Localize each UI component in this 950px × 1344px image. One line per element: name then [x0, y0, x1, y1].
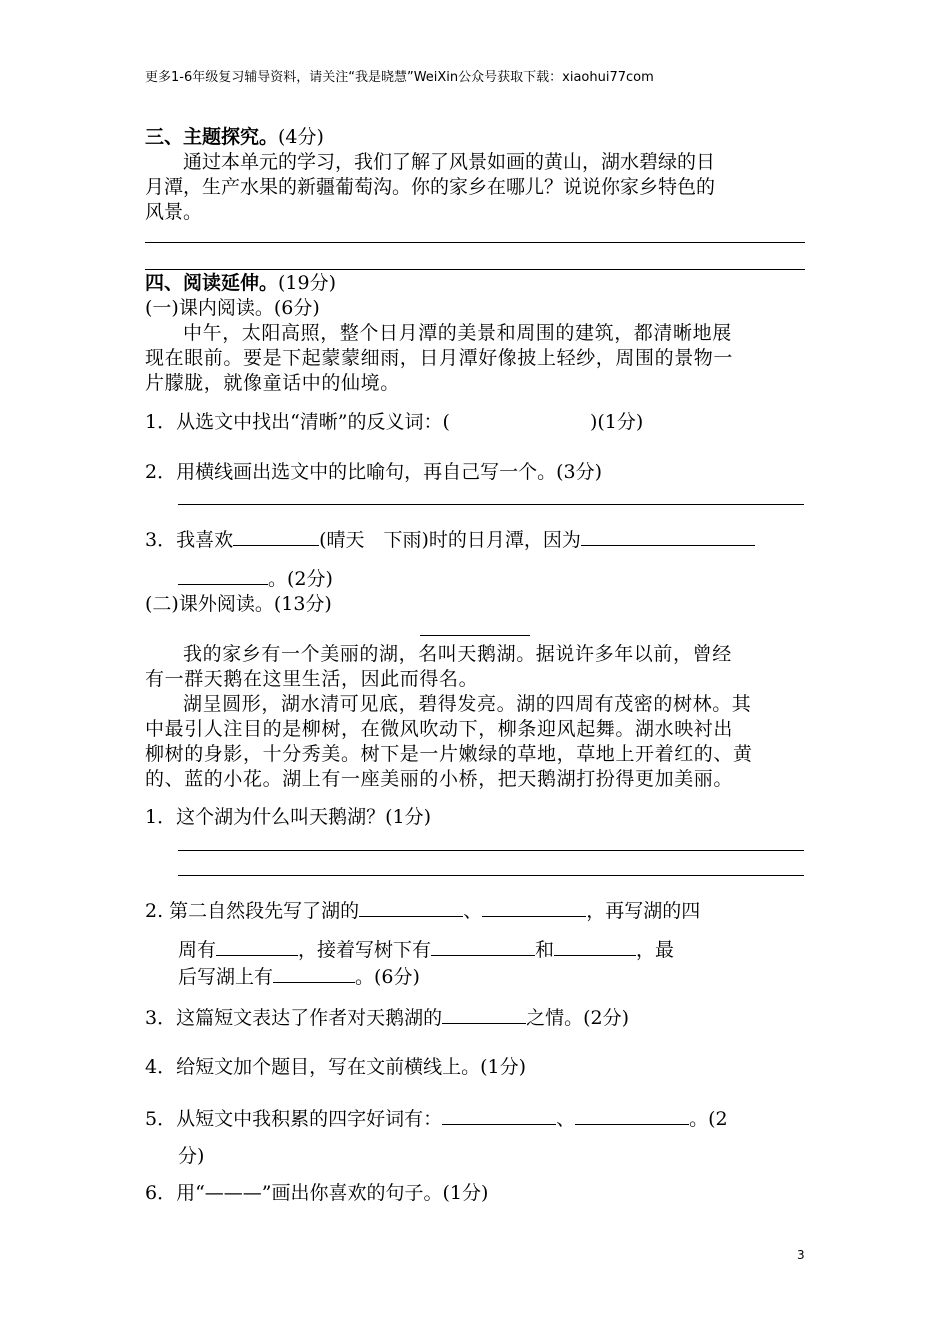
reading-2-text: 有一群天鹅在这里生活，因此而得名。	[145, 668, 479, 690]
reading-1-text: 片朦胧，就像童话中的仙境。	[145, 372, 400, 394]
answer-line[interactable]	[178, 850, 804, 851]
section-3-text: 通过本单元的学习，我们了解了风景如画的黄山，湖水碧绿的日	[183, 151, 716, 173]
question-text: 。(6分)	[355, 966, 420, 988]
question-text: 和	[535, 939, 555, 961]
answer-blank[interactable]	[442, 1105, 556, 1125]
answer-blank[interactable]	[554, 936, 636, 956]
reading-2-heading: (二)课外阅读。(13分)	[145, 593, 332, 615]
answer-line[interactable]	[145, 269, 805, 270]
section-3-heading	[145, 125, 805, 150]
answer-line[interactable]	[145, 242, 805, 243]
reading-2-text: 柳树的身影，十分秀美。树下是一片嫩绿的草地，草地上开着红的、黄	[145, 743, 753, 765]
answer-blank[interactable]	[431, 936, 535, 956]
answer-blank[interactable]	[273, 963, 355, 983]
answer-blank[interactable]	[442, 1004, 526, 1024]
section-3-text: 月潭，生产水果的新疆葡萄沟。你的家乡在哪儿？说说你家乡特色的	[145, 176, 716, 198]
answer-blank[interactable]	[581, 526, 755, 546]
page-header: 更多1-6年级复习辅导资料，请关注“我是晓慧”WeiXin公众号获取下载：xiaohui77com	[145, 70, 654, 85]
question-text: 3．这篇短文表达了作者对天鹅湖的	[145, 1007, 443, 1029]
question-1-3	[145, 526, 805, 553]
question-text: 1．从选文中找出“清晰”的反义词：(	[145, 411, 450, 433]
reading-1-text: 现在眼前。要是下起蒙蒙细雨，日月潭好像披上轻纱，周围的景物一	[145, 347, 734, 369]
section-4-score: (19分)	[278, 272, 337, 294]
answer-line[interactable]	[178, 875, 804, 876]
question-text: (晴天 下雨)时的日月潭，因为	[319, 529, 581, 551]
question-text: 后写湖上有	[178, 966, 274, 988]
section-4-title: 四、阅读延伸。	[145, 272, 279, 294]
answer-blank[interactable]	[482, 897, 586, 917]
question-text: ，接着写树下有	[298, 939, 432, 961]
question-2-6: 6．用“———”画出你喜欢的句子。(1分)	[145, 1182, 489, 1204]
section-4-heading	[145, 271, 805, 296]
section-3-score: (4分)	[278, 126, 324, 148]
question-text: 、	[556, 1108, 576, 1130]
question-2-2-cont	[145, 963, 805, 990]
reading-2-text: 的、蓝的小花。湖上有一座美丽的小桥，把天鹅湖打扮得更加美丽。	[145, 768, 734, 790]
question-2-5	[145, 1105, 805, 1132]
question-text: 。(2分)	[268, 568, 333, 590]
question-1-2: 2．用横线画出选文中的比喻句，再自己写一个。(3分)	[145, 461, 603, 483]
answer-blank[interactable]	[216, 936, 298, 956]
reading-1-heading: (一)课内阅读。(6分)	[145, 297, 320, 319]
question-1-3-cont	[145, 565, 805, 592]
document-content	[145, 125, 805, 1206]
question-text: 之情。(2分)	[526, 1007, 630, 1029]
question-2-3	[145, 1004, 805, 1031]
reading-2-text: 我的家乡有一个美丽的湖，名叫天鹅湖。据说许多年以前，曾经	[183, 643, 732, 665]
page-number: 3	[797, 1248, 805, 1262]
title-answer-line[interactable]	[420, 635, 530, 636]
question-1-1	[145, 410, 805, 435]
question-2-2-cont	[145, 936, 805, 963]
question-2-5-cont: 分)	[178, 1145, 205, 1167]
reading-2-text: 中最引人注目的是柳树，在微风吹动下，柳条迎风起舞。湖水映衬出	[145, 718, 734, 740]
question-text: )(1分)	[589, 411, 644, 433]
question-2-4: 4．给短文加个题目，写在文前横线上。(1分)	[145, 1056, 527, 1078]
answer-blank[interactable]	[359, 897, 463, 917]
section-3-text: 风景。	[145, 201, 203, 223]
section-3-title: 三、主题探究。	[145, 126, 279, 148]
question-2-1: 1．这个湖为什么叫天鹅湖？(1分)	[145, 806, 432, 828]
question-text: ，最	[636, 939, 675, 961]
question-text: 3．我喜欢	[145, 529, 234, 551]
question-2-2	[145, 897, 805, 924]
answer-blank[interactable]	[178, 565, 268, 585]
question-text: 2. 第二自然段先写了湖的	[145, 900, 360, 922]
question-text: 5．从短文中我积累的四字好词有：	[145, 1108, 443, 1130]
question-text: 。(2	[689, 1108, 728, 1130]
reading-1-text: 中午，太阳高照，整个日月潭的美景和周围的建筑，都清晰地展	[183, 322, 732, 344]
answer-blank[interactable]	[233, 526, 319, 546]
answer-blank[interactable]	[575, 1105, 689, 1125]
answer-line[interactable]	[178, 504, 804, 505]
question-text: 、	[463, 900, 483, 922]
question-text: 周有	[178, 939, 217, 961]
question-text: ，再写湖的四	[586, 900, 701, 922]
reading-2-text: 湖呈圆形，湖水清可见底，碧得发亮。湖的四周有茂密的树林。其	[183, 693, 752, 715]
